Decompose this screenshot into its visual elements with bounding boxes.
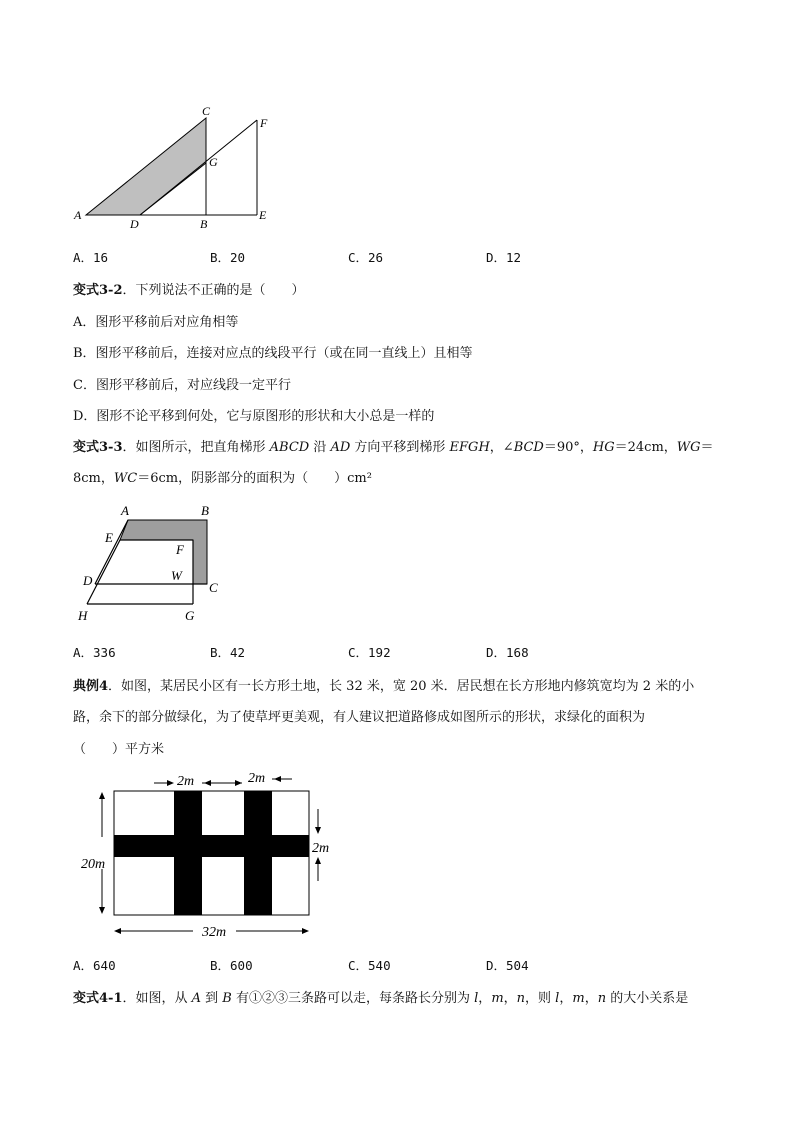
label-left: 20m	[81, 857, 106, 872]
q33-hg: HG	[592, 440, 615, 455]
q31-option-d: D．12	[486, 250, 522, 265]
q33-line1	[73, 436, 714, 455]
q41-text: ，则	[525, 991, 556, 1006]
q31-option-b: B．20	[210, 250, 246, 265]
label-W: W	[171, 568, 182, 583]
label-C: C	[209, 580, 218, 595]
ex4-text: ．如图，某居民小区有一长方形土地，长 32 米，宽 20 米．居民想在长方形地内修筑宽均为 2 米的小	[108, 679, 695, 694]
q41-var-n: n	[516, 991, 526, 1006]
q33-wc: WC	[113, 471, 138, 486]
label-F: F	[176, 542, 184, 557]
ex4-option-a: A．640	[73, 958, 116, 973]
label-B: B	[200, 217, 208, 231]
q31-option-c: C．26	[348, 250, 384, 265]
shaded-region	[120, 520, 207, 584]
ex4-title: 典例4	[73, 679, 109, 694]
q41-point-b: B	[222, 991, 232, 1006]
q32-option-a: A．图形平移前后对应角相等	[73, 315, 239, 330]
q33-option-a: A．336	[73, 645, 116, 660]
label-C: C	[202, 104, 211, 118]
ex4-option-b: B．600	[210, 958, 253, 973]
q32-option-c: C．图形平移前后，对应线段一定平行	[73, 378, 291, 393]
q41-title: 变式4-1	[73, 991, 123, 1006]
q33-option-b: B．42	[210, 645, 246, 660]
q33-bcd: BCD	[513, 440, 544, 455]
q33-text: ＝24cm，	[614, 440, 677, 455]
q31-option-a: A．16	[73, 250, 109, 265]
q33-line2	[73, 467, 372, 486]
q41-text: ，	[584, 991, 598, 1006]
q33-text: ＝90°，	[543, 440, 593, 455]
label-A: A	[74, 208, 82, 222]
q33-text: 8cm，	[73, 471, 114, 486]
q33-text: ＝	[700, 440, 714, 455]
shaded-region	[86, 118, 206, 215]
road-vertical-2	[244, 791, 272, 915]
q33-text: 沿	[309, 440, 331, 455]
q41-line1	[73, 987, 688, 1006]
q33-ad: AD	[330, 440, 351, 455]
label-A: A	[121, 503, 129, 518]
q32-stem-text: ．下列说法不正确的是（ ）	[122, 283, 305, 298]
q33-option-d: D．168	[486, 645, 529, 660]
q41-var-l: l	[555, 991, 560, 1006]
q41-text: 有①②③三条路可以走，每条路长分别为	[231, 991, 475, 1006]
figure-trapezoid-translation	[75, 500, 235, 630]
q32-title: 变式3-2	[73, 283, 123, 298]
q33-text: ．如图所示，把直角梯形	[122, 440, 270, 455]
q41-point-a: A	[191, 991, 202, 1006]
ex4-option-c: C．540	[348, 958, 391, 973]
label-D: D	[83, 573, 93, 588]
road-horizontal	[114, 835, 309, 857]
label-top-1: 2m	[177, 774, 195, 789]
label-G: G	[209, 155, 218, 169]
label-D: D	[130, 217, 139, 231]
label-B: B	[201, 503, 209, 518]
q41-text: 的大小关系是	[606, 991, 689, 1006]
q41-text: ，	[503, 991, 517, 1006]
label-H: H	[78, 608, 88, 623]
ex4-option-d: D．504	[486, 958, 529, 973]
q33-text: 方向平移到梯形	[350, 440, 450, 455]
label-top-2: 2m	[248, 771, 266, 786]
q33-text: ＝6cm，阴影部分的面积为（ ）cm²	[137, 471, 372, 486]
q41-var-l: l	[474, 991, 479, 1006]
label-F: F	[260, 116, 268, 130]
q41-var-n: n	[597, 991, 607, 1006]
q33-efgh: EFGH	[449, 440, 490, 455]
figure-translated-triangles	[70, 100, 280, 235]
q41-text: ，	[559, 991, 573, 1006]
q33-wg: WG	[676, 440, 701, 455]
q33-abcd: ABCD	[269, 440, 310, 455]
label-G: G	[185, 608, 195, 623]
ex4-line1	[73, 675, 694, 694]
label-right: 2m	[312, 841, 330, 856]
ex4-line2: 路，余下的部分做绿化，为了使草坪更美观，有人建议把道路修成如图所示的形状，求绿化的面积为	[73, 710, 646, 725]
q33-text: ，∠	[489, 440, 514, 455]
figure-rectangle-roads	[76, 765, 346, 945]
q41-var-m: m	[572, 991, 585, 1006]
label-bottom: 32m	[202, 925, 227, 940]
q41-text: ，	[478, 991, 492, 1006]
q41-text: ．如图，从	[122, 991, 192, 1006]
road-vertical-1	[174, 791, 202, 915]
q32-option-b: B．图形平移前后，连接对应点的线段平行（或在同一直线上）且相等	[73, 346, 473, 361]
label-E: E	[259, 208, 267, 222]
q33-option-c: C．192	[348, 645, 391, 660]
q33-title: 变式3-3	[73, 440, 123, 455]
ex4-line3: （ ）平方米	[73, 742, 165, 757]
q32-stem	[73, 279, 305, 298]
q41-text: 到	[201, 991, 223, 1006]
q41-var-m: m	[491, 991, 504, 1006]
label-E: E	[105, 530, 113, 545]
q32-option-d: D．图形不论平移到何处，它与原图形的形状和大小总是一样的	[73, 409, 435, 424]
